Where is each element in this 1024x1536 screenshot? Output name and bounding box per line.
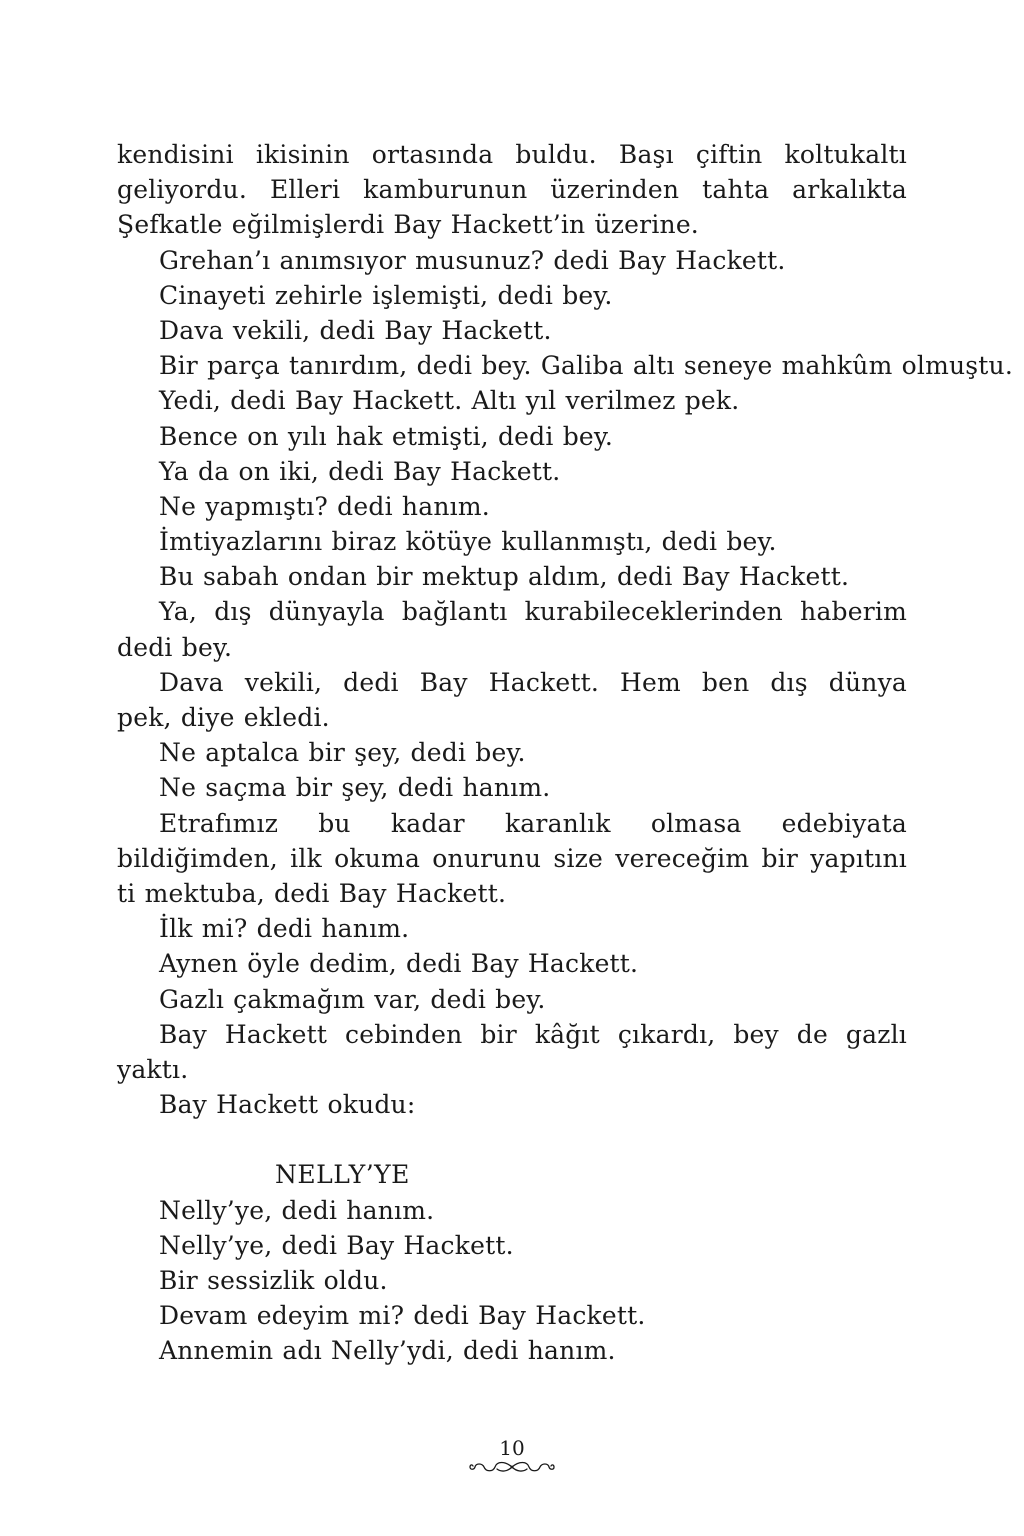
paragraph-lines <box>117 137 1014 1122</box>
text-line: Grehan’ı anımsıyor musunuz? dedi Bay Hackett. <box>159 245 786 275</box>
text-line: İlk mi? dedi hanım. <box>159 914 410 944</box>
text-line: Bay Hackett cebinden bir kâğıt çıkardı, bey de gazlı <box>159 1019 907 1049</box>
text-line: Ya, dış dünyayla bağlantı kurabileceklerinden haberim <box>159 597 907 627</box>
text-line: İmtiyazlarını biraz kötüye kullanmıştı, dedi bey. <box>159 527 777 557</box>
text-line: Devam edeyim mi? dedi Bay Hackett. <box>159 1301 646 1331</box>
text-line: Ya da on iki, dedi Bay Hackett. <box>159 456 561 486</box>
text-line: Gazlı çakmağım var, dedi bey. <box>159 984 546 1014</box>
text-line: Bir parça tanırdım, dedi bey. Galiba altı seneye mahkûm olmuştu. <box>159 351 1014 381</box>
text-line: ti mektuba, dedi Bay Hackett. <box>117 878 507 908</box>
text-line: Bence on yılı hak etmişti, dedi bey. <box>159 421 614 451</box>
text-line: Bu sabah ondan bir mektup aldım, dedi Bay Hackett. <box>159 562 850 592</box>
text-line: Aynen öyle dedim, dedi Bay Hackett. <box>159 949 639 979</box>
text-line: Ne saçma bir şey, dedi hanım. <box>159 773 551 803</box>
text-line: Bay Hackett okudu: <box>159 1090 416 1120</box>
text-line: yaktı. <box>117 1054 189 1084</box>
text-line: pek, diye ekledi. <box>117 703 330 732</box>
text-line: Ne yapmıştı? dedi hanım. <box>159 491 490 521</box>
blank-line <box>117 1122 907 1157</box>
paragraph-lines-after-title <box>117 1193 907 1369</box>
decorative-scroll-flourish-icon <box>467 1459 557 1475</box>
text-line: Bir sessizlik oldu. <box>159 1266 388 1295</box>
text-line: Yedi, dedi Bay Hackett. Altı yıl verilmez pek. <box>159 386 740 416</box>
poem-title: NELLY’YE <box>275 1160 410 1190</box>
text-line: Ne aptalca bir şey, dedi bey. <box>159 738 526 768</box>
text-line: Nelly’ye, dedi Bay Hackett. <box>159 1230 514 1260</box>
text-line: Cinayeti zehirle işlemişti, dedi bey. <box>159 280 613 310</box>
page-body <box>117 137 1014 1369</box>
text-line: Dava vekili, dedi Bay Hackett. Hem ben dış dünya <box>159 667 907 697</box>
text-line: geliyordu. Elleri kamburunun üzerinden tahta arkalıkta <box>117 175 907 205</box>
text-line: bildiğimden, ilk okuma onurunu size vereceğim bir yapıtını <box>117 843 907 873</box>
page-number: 10 <box>499 1436 525 1460</box>
text-line: Etrafımız bu kadar karanlık olmasa edebiyata <box>159 808 907 838</box>
text-line: Annemin adı Nelly’ydi, dedi hanım. <box>159 1336 616 1366</box>
text-line: Dava vekili, dedi Bay Hackett. <box>159 315 552 345</box>
text-line: kendisini ikisinin ortasında buldu. Başı çiftin koltukaltı <box>117 140 907 169</box>
text-line: Nelly’ye, dedi hanım. <box>159 1195 435 1225</box>
text-line: dedi bey. <box>117 632 233 662</box>
text-line: Şefkatle eğilmişlerdi Bay Hackett’in üzerine. <box>117 210 699 240</box>
